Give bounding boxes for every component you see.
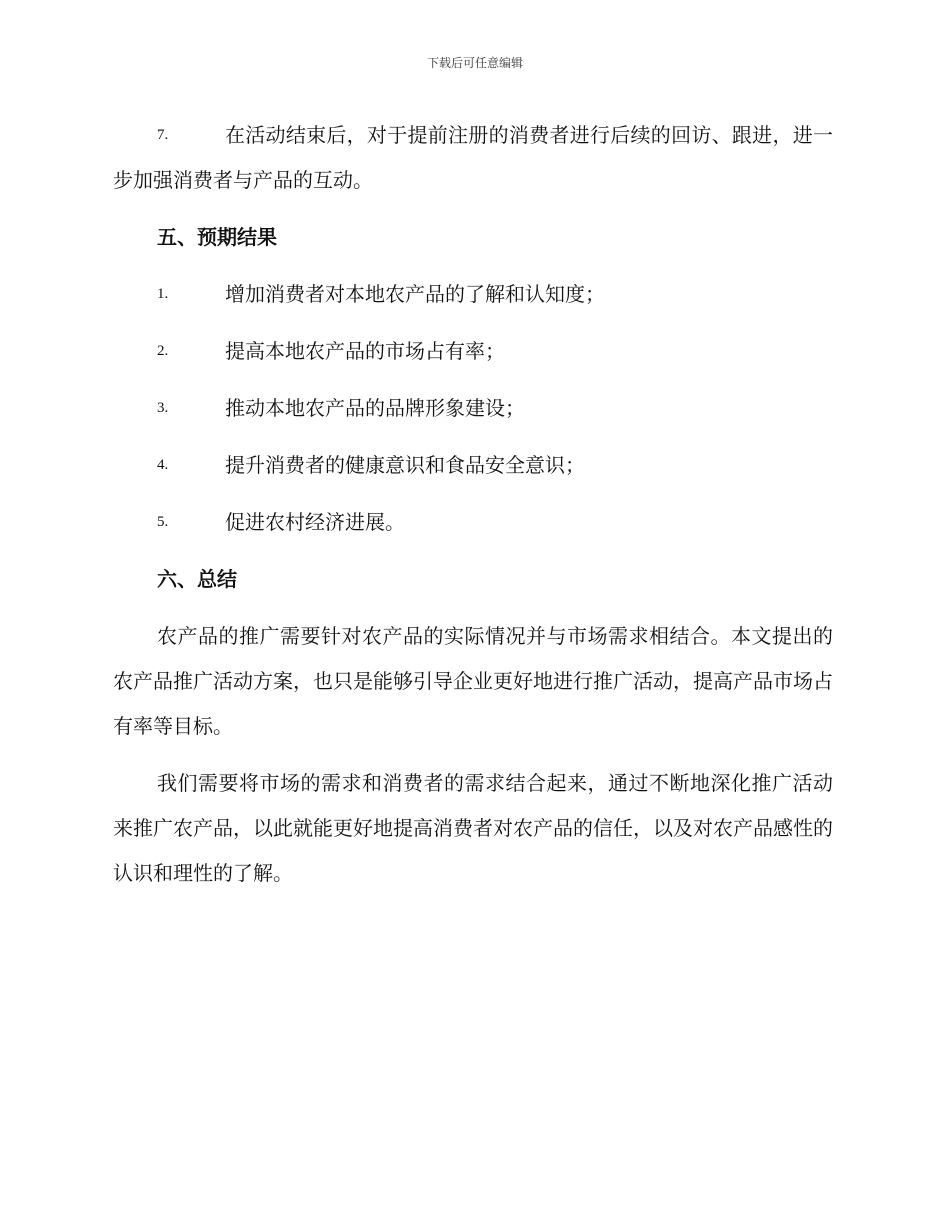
summary-paragraph-2: 我们需要将市场的需求和消费者的需求结合起来，通过不断地深化推广活动来推广农产品，以此就能更好地提高消费者对农产品的信任，以及对农产品感性的认识和理性的了解。 [113, 771, 833, 885]
list-item-number: 2. [157, 343, 169, 359]
list-item-number: 5. [157, 514, 169, 530]
section-heading-summary: 六、总结 [157, 567, 237, 591]
document-body [113, 113, 833, 896]
summary-paragraph-1: 农产品的推广需要针对农产品的实际情况并与市场需求相结合。本文提出的农产品推广活动方案，也只是能够引导企业更好地进行推广活动，提高产品市场占有率等目标。 [113, 624, 833, 738]
list-item-7 [113, 113, 833, 203]
list-item-number: 3. [157, 400, 169, 416]
list-item-text: 在活动结束后，对于提前注册的消费者进行后续的回访、跟进，进一步加强消费者与产品的互动。 [113, 123, 833, 192]
list-item-number: 1. [157, 286, 169, 302]
list-item-text: 推动本地农产品的品牌形象建设； [225, 396, 525, 420]
list-item-number: 4. [157, 457, 169, 473]
list-item-2 [113, 329, 833, 374]
list-item-3 [113, 386, 833, 431]
list-item-text: 提升消费者的健康意识和食品安全意识； [225, 453, 585, 477]
list-item-text: 增加消费者对本地农产品的了解和认知度； [225, 282, 605, 306]
list-item-4 [113, 443, 833, 488]
list-item-5 [113, 500, 833, 545]
list-item-text: 提高本地农产品的市场占有率； [225, 339, 505, 363]
list-item-text: 促进农村经济进展。 [225, 510, 405, 534]
list-item-number: 7. [157, 127, 169, 143]
section-heading-expected-results: 五、预期结果 [157, 225, 277, 249]
page-header: 下载后可任意编辑 [426, 56, 523, 70]
list-item-1 [113, 272, 833, 317]
